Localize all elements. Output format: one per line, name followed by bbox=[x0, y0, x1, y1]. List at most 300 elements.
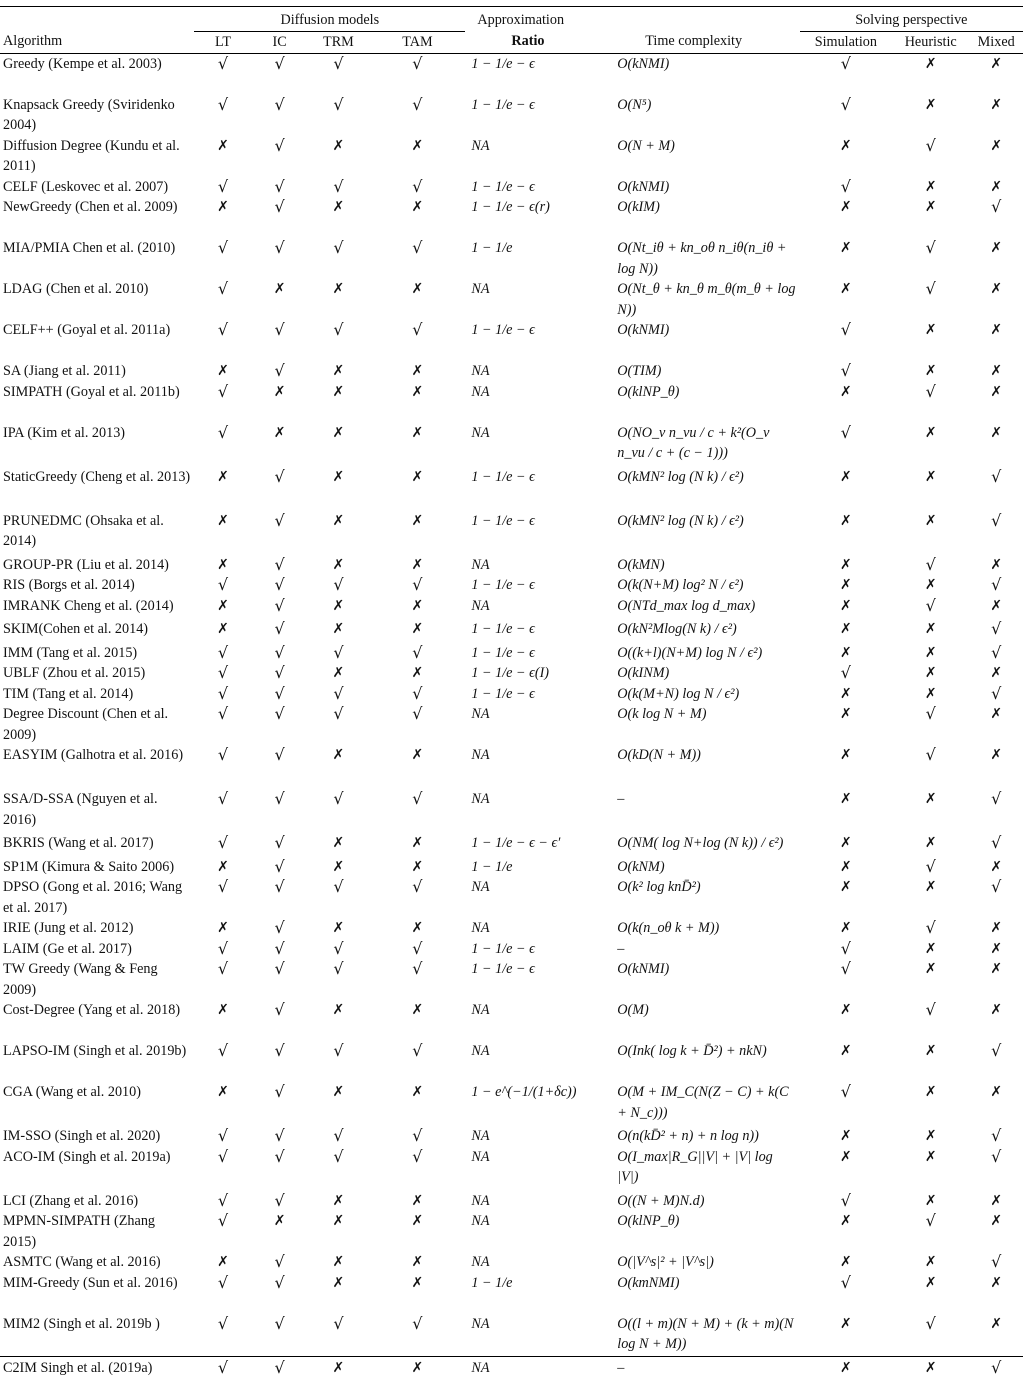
simulation-cross-icon: ✗ bbox=[800, 1211, 892, 1252]
table-row bbox=[0, 382, 1023, 423]
simulation-cross-icon: ✗ bbox=[800, 1147, 892, 1191]
table-row bbox=[0, 1211, 1023, 1252]
lt-check-icon: √ bbox=[194, 643, 252, 664]
lt-check-icon: √ bbox=[194, 382, 252, 423]
table-row bbox=[0, 833, 1023, 857]
algorithm-name: RIS (Borgs et al. 2014) bbox=[0, 575, 194, 596]
tam-cross-icon: ✗ bbox=[369, 197, 465, 238]
algorithm-name: TIM (Tang et al. 2014) bbox=[0, 684, 194, 705]
time-complexity: O(k² log knD̄²) bbox=[611, 877, 799, 918]
ic-check-icon: √ bbox=[252, 238, 308, 279]
trm-check-icon: √ bbox=[307, 320, 369, 361]
time-complexity: O((k+l)(N+M) log N / ϵ²) bbox=[611, 643, 799, 664]
ic-check-icon: √ bbox=[252, 197, 308, 238]
time-complexity: O(k(M+N) log N / ϵ²) bbox=[611, 684, 799, 705]
simulation-check-icon: √ bbox=[800, 1273, 892, 1314]
lt-check-icon: √ bbox=[194, 238, 252, 279]
heuristic-cross-icon: ✗ bbox=[892, 684, 969, 705]
simulation-cross-icon: ✗ bbox=[800, 684, 892, 705]
trm-check-icon: √ bbox=[307, 54, 369, 95]
heuristic-cross-icon: ✗ bbox=[892, 643, 969, 664]
time-complexity: O(|V^s|² + |V^s|) bbox=[611, 1252, 799, 1273]
ic-check-icon: √ bbox=[252, 555, 308, 576]
tam-cross-icon: ✗ bbox=[369, 467, 465, 511]
table-row bbox=[0, 1273, 1023, 1314]
table-row bbox=[0, 575, 1023, 596]
mixed-check-icon: √ bbox=[969, 1041, 1023, 1082]
lt-check-icon: √ bbox=[194, 1211, 252, 1252]
ic-check-icon: √ bbox=[252, 704, 308, 745]
table-row bbox=[0, 136, 1023, 177]
tam-cross-icon: ✗ bbox=[369, 279, 465, 320]
mixed-cross-icon: ✗ bbox=[969, 238, 1023, 279]
lt-check-icon: √ bbox=[194, 423, 252, 467]
approx-ratio: 1 − 1/e − ϵ bbox=[465, 320, 611, 361]
approx-ratio: NA bbox=[465, 789, 611, 833]
approx-ratio: 1 − 1/e − ϵ bbox=[465, 54, 611, 95]
tam-cross-icon: ✗ bbox=[369, 596, 465, 620]
algorithm-name: MIA/PMIA Chen et al. (2010) bbox=[0, 238, 194, 279]
ic-check-icon: √ bbox=[252, 1041, 308, 1082]
time-complexity: O(M + IM_C(N(Z − C) + k(C + N_c))) bbox=[611, 1082, 799, 1126]
heuristic-check-icon: √ bbox=[892, 1314, 969, 1358]
heuristic-cross-icon: ✗ bbox=[892, 1126, 969, 1147]
trm-cross-icon: ✗ bbox=[307, 745, 369, 789]
lt-cross-icon: ✗ bbox=[194, 136, 252, 177]
table-row bbox=[0, 95, 1023, 136]
trm-check-icon: √ bbox=[307, 1147, 369, 1191]
simulation-check-icon: √ bbox=[800, 54, 892, 95]
col-algorithm: Algorithm bbox=[0, 31, 194, 54]
tam-cross-icon: ✗ bbox=[369, 511, 465, 555]
tam-check-icon: √ bbox=[369, 177, 465, 198]
approx-ratio: 1 − 1/e bbox=[465, 1273, 611, 1314]
table-row bbox=[0, 745, 1023, 789]
approx-ratio: 1 − 1/e − ϵ bbox=[465, 575, 611, 596]
lt-cross-icon: ✗ bbox=[194, 1082, 252, 1126]
mixed-cross-icon: ✗ bbox=[969, 918, 1023, 939]
tam-cross-icon: ✗ bbox=[369, 745, 465, 789]
ic-check-icon: √ bbox=[252, 833, 308, 857]
trm-check-icon: √ bbox=[307, 959, 369, 1000]
tam-cross-icon: ✗ bbox=[369, 361, 465, 382]
header-row-columns bbox=[0, 31, 1023, 54]
approx-ratio: NA bbox=[465, 1314, 611, 1358]
mixed-cross-icon: ✗ bbox=[969, 320, 1023, 361]
algorithm-name: IRIE (Jung et al. 2012) bbox=[0, 918, 194, 939]
ic-check-icon: √ bbox=[252, 643, 308, 664]
approx-ratio: 1 − 1/e − ϵ bbox=[465, 511, 611, 555]
trm-cross-icon: ✗ bbox=[307, 1358, 369, 1381]
lt-check-icon: √ bbox=[194, 1191, 252, 1212]
ic-check-icon: √ bbox=[252, 918, 308, 939]
heuristic-check-icon: √ bbox=[892, 555, 969, 576]
tam-check-icon: √ bbox=[369, 1147, 465, 1191]
algorithm-name: ASMTC (Wang et al. 2016) bbox=[0, 1252, 194, 1273]
tam-cross-icon: ✗ bbox=[369, 1000, 465, 1041]
mixed-cross-icon: ✗ bbox=[969, 1211, 1023, 1252]
heuristic-cross-icon: ✗ bbox=[892, 663, 969, 684]
simulation-cross-icon: ✗ bbox=[800, 745, 892, 789]
simulation-cross-icon: ✗ bbox=[800, 136, 892, 177]
time-complexity: O(N⁵) bbox=[611, 95, 799, 136]
lt-check-icon: √ bbox=[194, 939, 252, 960]
heuristic-cross-icon: ✗ bbox=[892, 467, 969, 511]
mixed-cross-icon: ✗ bbox=[969, 95, 1023, 136]
simulation-cross-icon: ✗ bbox=[800, 467, 892, 511]
mixed-cross-icon: ✗ bbox=[969, 1191, 1023, 1212]
ic-check-icon: √ bbox=[252, 939, 308, 960]
approx-ratio: 1 − 1/e − ϵ bbox=[465, 177, 611, 198]
tam-cross-icon: ✗ bbox=[369, 857, 465, 878]
lt-check-icon: √ bbox=[194, 1358, 252, 1381]
algorithm-name: MIM-Greedy (Sun et al. 2016) bbox=[0, 1273, 194, 1314]
tam-cross-icon: ✗ bbox=[369, 555, 465, 576]
time-complexity: O((N + M)N.d) bbox=[611, 1191, 799, 1212]
time-complexity: O(n(kD̄² + n) + n log n)) bbox=[611, 1126, 799, 1147]
trm-check-icon: √ bbox=[307, 95, 369, 136]
time-complexity: O(kMN) bbox=[611, 555, 799, 576]
lt-cross-icon: ✗ bbox=[194, 467, 252, 511]
trm-cross-icon: ✗ bbox=[307, 1000, 369, 1041]
lt-check-icon: √ bbox=[194, 959, 252, 1000]
algorithm-name: CGA (Wang et al. 2010) bbox=[0, 1082, 194, 1126]
lt-cross-icon: ✗ bbox=[194, 511, 252, 555]
approx-ratio: NA bbox=[465, 918, 611, 939]
table-row bbox=[0, 857, 1023, 878]
col-mixed: Mixed bbox=[969, 31, 1023, 54]
algorithm-name: IM-SSO (Singh et al. 2020) bbox=[0, 1126, 194, 1147]
mixed-check-icon: √ bbox=[969, 789, 1023, 833]
mixed-check-icon: √ bbox=[969, 467, 1023, 511]
tam-cross-icon: ✗ bbox=[369, 1191, 465, 1212]
time-complexity: O(I_max|R_G||V| + |V| log |V|) bbox=[611, 1147, 799, 1191]
table-row bbox=[0, 959, 1023, 1000]
time-complexity: O(kNMI) bbox=[611, 959, 799, 1000]
ic-check-icon: √ bbox=[252, 1314, 308, 1358]
approx-ratio: NA bbox=[465, 877, 611, 918]
mixed-cross-icon: ✗ bbox=[969, 382, 1023, 423]
simulation-check-icon: √ bbox=[800, 959, 892, 1000]
approx-ratio: NA bbox=[465, 555, 611, 576]
simulation-cross-icon: ✗ bbox=[800, 511, 892, 555]
heuristic-cross-icon: ✗ bbox=[892, 833, 969, 857]
time-complexity: O(kIM) bbox=[611, 197, 799, 238]
trm-cross-icon: ✗ bbox=[307, 511, 369, 555]
table-row bbox=[0, 1358, 1023, 1381]
approx-ratio: 1 − 1/e − ϵ(I) bbox=[465, 663, 611, 684]
table-bottom-rule bbox=[0, 1356, 1023, 1357]
simulation-cross-icon: ✗ bbox=[800, 575, 892, 596]
algorithm-name: Diffusion Degree (Kundu et al. 2011) bbox=[0, 136, 194, 177]
heuristic-cross-icon: ✗ bbox=[892, 361, 969, 382]
ic-check-icon: √ bbox=[252, 1273, 308, 1314]
tam-check-icon: √ bbox=[369, 939, 465, 960]
tam-check-icon: √ bbox=[369, 575, 465, 596]
approx-ratio: NA bbox=[465, 596, 611, 620]
approx-ratio: 1 − 1/e − ϵ bbox=[465, 467, 611, 511]
algorithm-name: Knapsack Greedy (Sviridenko 2004) bbox=[0, 95, 194, 136]
heuristic-check-icon: √ bbox=[892, 857, 969, 878]
tam-check-icon: √ bbox=[369, 959, 465, 1000]
trm-cross-icon: ✗ bbox=[307, 361, 369, 382]
lt-check-icon: √ bbox=[194, 177, 252, 198]
ic-check-icon: √ bbox=[252, 95, 308, 136]
approx-ratio: NA bbox=[465, 279, 611, 320]
lt-cross-icon: ✗ bbox=[194, 857, 252, 878]
algorithm-name: LAPSO-IM (Singh et al. 2019b) bbox=[0, 1041, 194, 1082]
table-row bbox=[0, 939, 1023, 960]
ic-check-icon: √ bbox=[252, 857, 308, 878]
algorithm-name: DPSO (Gong et al. 2016; Wang et al. 2017) bbox=[0, 877, 194, 918]
mixed-check-icon: √ bbox=[969, 877, 1023, 918]
lt-cross-icon: ✗ bbox=[194, 1000, 252, 1041]
algorithm-name: LAIM (Ge et al. 2017) bbox=[0, 939, 194, 960]
heuristic-cross-icon: ✗ bbox=[892, 1082, 969, 1126]
time-complexity: O(Nt_iθ + kn_oθ n_iθ(n_iθ + log N)) bbox=[611, 238, 799, 279]
approx-ratio: NA bbox=[465, 1126, 611, 1147]
col-ratio: Ratio bbox=[465, 31, 611, 54]
mixed-check-icon: √ bbox=[969, 1358, 1023, 1381]
heuristic-cross-icon: ✗ bbox=[892, 320, 969, 361]
tam-check-icon: √ bbox=[369, 643, 465, 664]
trm-cross-icon: ✗ bbox=[307, 1082, 369, 1126]
mixed-cross-icon: ✗ bbox=[969, 177, 1023, 198]
algorithm-name: IMRANK Cheng et al. (2014) bbox=[0, 596, 194, 620]
time-complexity: O(kNM) bbox=[611, 857, 799, 878]
algorithm-name: UBLF (Zhou et al. 2015) bbox=[0, 663, 194, 684]
simulation-cross-icon: ✗ bbox=[800, 1000, 892, 1041]
simulation-cross-icon: ✗ bbox=[800, 833, 892, 857]
algorithm-name: CELF++ (Goyal et al. 2011a) bbox=[0, 320, 194, 361]
ic-check-icon: √ bbox=[252, 684, 308, 705]
simulation-cross-icon: ✗ bbox=[800, 279, 892, 320]
mixed-cross-icon: ✗ bbox=[969, 745, 1023, 789]
simulation-check-icon: √ bbox=[800, 939, 892, 960]
lt-check-icon: √ bbox=[194, 789, 252, 833]
table-row bbox=[0, 1000, 1023, 1041]
ic-cross-icon: ✗ bbox=[252, 382, 308, 423]
tam-cross-icon: ✗ bbox=[369, 619, 465, 643]
tam-check-icon: √ bbox=[369, 789, 465, 833]
simulation-cross-icon: ✗ bbox=[800, 555, 892, 576]
lt-cross-icon: ✗ bbox=[194, 596, 252, 620]
heuristic-check-icon: √ bbox=[892, 279, 969, 320]
mixed-cross-icon: ✗ bbox=[969, 959, 1023, 1000]
ic-check-icon: √ bbox=[252, 745, 308, 789]
lt-check-icon: √ bbox=[194, 1273, 252, 1314]
algorithm-name: IPA (Kim et al. 2013) bbox=[0, 423, 194, 467]
tam-check-icon: √ bbox=[369, 877, 465, 918]
ic-check-icon: √ bbox=[252, 575, 308, 596]
table-row bbox=[0, 918, 1023, 939]
time-complexity: O(k(n_oθ k + M)) bbox=[611, 918, 799, 939]
ic-check-icon: √ bbox=[252, 361, 308, 382]
tam-cross-icon: ✗ bbox=[369, 663, 465, 684]
lt-check-icon: √ bbox=[194, 279, 252, 320]
col-simulation: Simulation bbox=[800, 31, 892, 54]
algorithm-name: BKRIS (Wang et al. 2017) bbox=[0, 833, 194, 857]
tam-cross-icon: ✗ bbox=[369, 833, 465, 857]
time-complexity: O(kNMI) bbox=[611, 54, 799, 95]
heuristic-cross-icon: ✗ bbox=[892, 423, 969, 467]
simulation-check-icon: √ bbox=[800, 177, 892, 198]
ic-check-icon: √ bbox=[252, 177, 308, 198]
table-row bbox=[0, 54, 1023, 95]
ic-check-icon: √ bbox=[252, 320, 308, 361]
heuristic-cross-icon: ✗ bbox=[892, 95, 969, 136]
algorithm-name: SIMPATH (Goyal et al. 2011b) bbox=[0, 382, 194, 423]
approx-ratio: NA bbox=[465, 704, 611, 745]
trm-check-icon: √ bbox=[307, 1126, 369, 1147]
time-complexity: O(k(N+M) log² N / ϵ²) bbox=[611, 575, 799, 596]
time-complexity: O(kNMI) bbox=[611, 177, 799, 198]
simulation-cross-icon: ✗ bbox=[800, 1041, 892, 1082]
algorithm-name: LDAG (Chen et al. 2010) bbox=[0, 279, 194, 320]
approx-ratio: NA bbox=[465, 1358, 611, 1381]
heuristic-cross-icon: ✗ bbox=[892, 1358, 969, 1381]
time-complexity: O(NTd_max log d_max) bbox=[611, 596, 799, 620]
approx-ratio: 1 − 1/e − ϵ bbox=[465, 643, 611, 664]
time-complexity: O(TIM) bbox=[611, 361, 799, 382]
mixed-check-icon: √ bbox=[969, 619, 1023, 643]
time-complexity: – bbox=[611, 1358, 799, 1381]
lt-check-icon: √ bbox=[194, 663, 252, 684]
lt-check-icon: √ bbox=[194, 320, 252, 361]
time-complexity: O(kMN² log (N k) / ϵ²) bbox=[611, 467, 799, 511]
simulation-cross-icon: ✗ bbox=[800, 382, 892, 423]
algorithm-name: ACO-IM (Singh et al. 2019a) bbox=[0, 1147, 194, 1191]
tam-cross-icon: ✗ bbox=[369, 1082, 465, 1126]
lt-cross-icon: ✗ bbox=[194, 361, 252, 382]
tam-cross-icon: ✗ bbox=[369, 1252, 465, 1273]
mixed-cross-icon: ✗ bbox=[969, 1000, 1023, 1041]
table-row bbox=[0, 704, 1023, 745]
ic-check-icon: √ bbox=[252, 619, 308, 643]
heuristic-check-icon: √ bbox=[892, 382, 969, 423]
table-row bbox=[0, 177, 1023, 198]
simulation-check-icon: √ bbox=[800, 1191, 892, 1212]
lt-check-icon: √ bbox=[194, 575, 252, 596]
algorithm-name: NewGreedy (Chen et al. 2009) bbox=[0, 197, 194, 238]
heuristic-cross-icon: ✗ bbox=[892, 939, 969, 960]
col-tam: TAM bbox=[369, 31, 465, 54]
heuristic-cross-icon: ✗ bbox=[892, 575, 969, 596]
algorithm-name: LCI (Zhang et al. 2016) bbox=[0, 1191, 194, 1212]
approx-ratio: NA bbox=[465, 745, 611, 789]
heuristic-cross-icon: ✗ bbox=[892, 619, 969, 643]
algorithm-name: SSA/D-SSA (Nguyen et al. 2016) bbox=[0, 789, 194, 833]
approx-ratio: NA bbox=[465, 136, 611, 177]
group-diffusion-models: Diffusion models bbox=[194, 0, 465, 31]
lt-check-icon: √ bbox=[194, 684, 252, 705]
mixed-cross-icon: ✗ bbox=[969, 1314, 1023, 1358]
approx-ratio: NA bbox=[465, 1041, 611, 1082]
algorithm-name: Degree Discount (Chen et al. 2009) bbox=[0, 704, 194, 745]
table-row bbox=[0, 1314, 1023, 1358]
ic-check-icon: √ bbox=[252, 1358, 308, 1381]
lt-check-icon: √ bbox=[194, 833, 252, 857]
heuristic-check-icon: √ bbox=[892, 745, 969, 789]
algorithm-name: MPMN-SIMPATH (Zhang 2015) bbox=[0, 1211, 194, 1252]
approx-ratio: NA bbox=[465, 1000, 611, 1041]
table-row bbox=[0, 467, 1023, 511]
mixed-cross-icon: ✗ bbox=[969, 663, 1023, 684]
simulation-cross-icon: ✗ bbox=[800, 197, 892, 238]
mixed-check-icon: √ bbox=[969, 643, 1023, 664]
tam-cross-icon: ✗ bbox=[369, 136, 465, 177]
lt-check-icon: √ bbox=[194, 877, 252, 918]
simulation-cross-icon: ✗ bbox=[800, 1126, 892, 1147]
table-row bbox=[0, 511, 1023, 555]
ic-check-icon: √ bbox=[252, 1000, 308, 1041]
mixed-check-icon: √ bbox=[969, 197, 1023, 238]
simulation-cross-icon: ✗ bbox=[800, 857, 892, 878]
heuristic-check-icon: √ bbox=[892, 136, 969, 177]
col-lt: LT bbox=[194, 31, 252, 54]
tam-cross-icon: ✗ bbox=[369, 382, 465, 423]
time-complexity: O(klNP_θ) bbox=[611, 1211, 799, 1252]
simulation-cross-icon: ✗ bbox=[800, 596, 892, 620]
algorithm-name: MIM2 (Singh et al. 2019b ) bbox=[0, 1314, 194, 1358]
tam-cross-icon: ✗ bbox=[369, 1358, 465, 1381]
mixed-cross-icon: ✗ bbox=[969, 596, 1023, 620]
trm-check-icon: √ bbox=[307, 643, 369, 664]
time-complexity: O((l + m)(N + M) + (k + m)(N log N + M)) bbox=[611, 1314, 799, 1358]
header-row-groups bbox=[0, 0, 1023, 31]
approx-ratio: 1 − 1/e bbox=[465, 857, 611, 878]
heuristic-cross-icon: ✗ bbox=[892, 1252, 969, 1273]
time-complexity: – bbox=[611, 789, 799, 833]
heuristic-check-icon: √ bbox=[892, 238, 969, 279]
mixed-cross-icon: ✗ bbox=[969, 1273, 1023, 1314]
heuristic-cross-icon: ✗ bbox=[892, 54, 969, 95]
mixed-check-icon: √ bbox=[969, 1126, 1023, 1147]
lt-check-icon: √ bbox=[194, 1147, 252, 1191]
ic-cross-icon: ✗ bbox=[252, 423, 308, 467]
group-approximation: Approximation bbox=[465, 0, 799, 31]
approx-ratio: 1 − 1/e − ϵ(r) bbox=[465, 197, 611, 238]
lt-check-icon: √ bbox=[194, 1041, 252, 1082]
table-row bbox=[0, 555, 1023, 576]
approx-ratio: 1 − 1/e bbox=[465, 238, 611, 279]
trm-cross-icon: ✗ bbox=[307, 382, 369, 423]
trm-cross-icon: ✗ bbox=[307, 918, 369, 939]
trm-check-icon: √ bbox=[307, 789, 369, 833]
algorithm-name: TW Greedy (Wang & Feng 2009) bbox=[0, 959, 194, 1000]
table-row bbox=[0, 1191, 1023, 1212]
time-complexity: O(kNMI) bbox=[611, 320, 799, 361]
simulation-cross-icon: ✗ bbox=[800, 877, 892, 918]
col-ic: IC bbox=[252, 31, 308, 54]
ic-cross-icon: ✗ bbox=[252, 279, 308, 320]
mixed-check-icon: √ bbox=[969, 1252, 1023, 1273]
trm-check-icon: √ bbox=[307, 684, 369, 705]
lt-cross-icon: ✗ bbox=[194, 918, 252, 939]
trm-check-icon: √ bbox=[307, 877, 369, 918]
time-complexity: – bbox=[611, 939, 799, 960]
trm-cross-icon: ✗ bbox=[307, 197, 369, 238]
tam-cross-icon: ✗ bbox=[369, 1211, 465, 1252]
trm-cross-icon: ✗ bbox=[307, 423, 369, 467]
heuristic-check-icon: √ bbox=[892, 704, 969, 745]
tam-check-icon: √ bbox=[369, 1314, 465, 1358]
mixed-check-icon: √ bbox=[969, 511, 1023, 555]
simulation-check-icon: √ bbox=[800, 95, 892, 136]
heuristic-check-icon: √ bbox=[892, 1000, 969, 1041]
approx-ratio: NA bbox=[465, 1252, 611, 1273]
heuristic-cross-icon: ✗ bbox=[892, 1191, 969, 1212]
